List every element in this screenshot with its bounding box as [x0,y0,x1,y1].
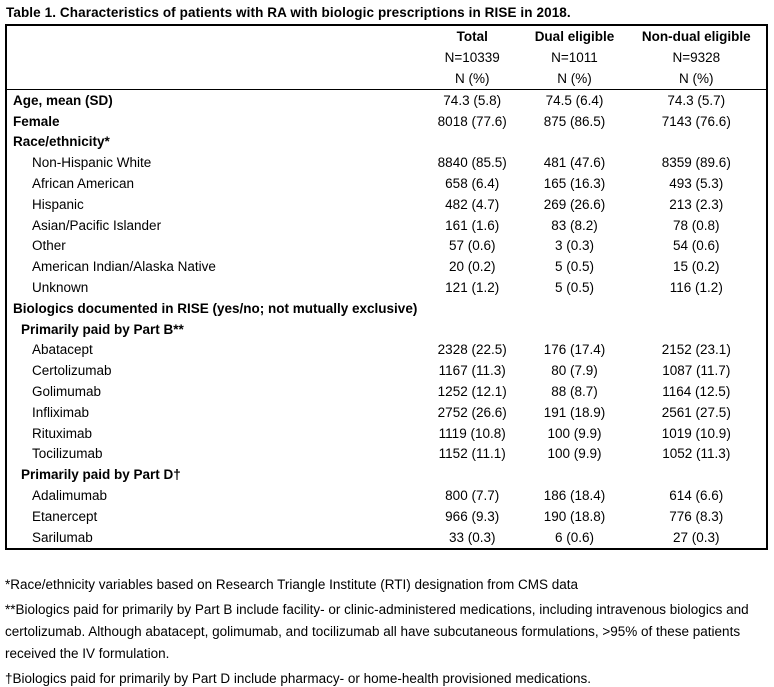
table-row [6,152,767,173]
cell-value [627,132,767,153]
table-body [6,90,767,549]
cell-value: 83 (8.2) [551,217,598,233]
cell-value: 74.3 (5.8) [443,92,502,108]
header-empty-cell [6,25,422,47]
header-empty-cell [6,47,422,68]
cell-value: 33 (0.3) [448,529,496,545]
table-row [6,111,767,132]
cell-value: 1019 (10.9) [661,425,731,441]
row-label: Female [13,113,60,129]
column-unit-non-dual-eligible: N (%) [627,68,767,90]
row-label: Adalimumab [32,488,108,504]
column-n-dual-eligible: N=1011 [551,50,598,65]
header-empty-cell [6,68,422,90]
row-label: Primarily paid by Part D† [21,467,181,483]
cell-value: 875 (86.5) [543,113,606,129]
row-label: Primarily paid by Part B** [21,321,184,337]
row-label: Non-Hispanic White [32,155,152,171]
table-row [6,402,767,423]
cell-value: 269 (26.6) [543,196,606,212]
cell-value: 5 (0.5) [554,280,594,296]
cell-value: 165 (16.3) [543,176,606,192]
cell-value: 15 (0.2) [673,259,720,275]
column-n-total: N=10339 [444,50,500,65]
cell-value: 614 (6.6) [669,488,724,504]
table-header [6,25,767,90]
cell-value [522,464,626,485]
row-label: Asian/Pacific Islander [32,217,162,233]
cell-value: 8840 (85.5) [437,155,507,171]
column-header-dual-eligible: Dual eligible [534,29,615,44]
row-label: Golimumab [32,384,102,400]
cell-value: 3 (0.3) [554,238,594,254]
cell-value [627,298,767,319]
cell-value: 116 (1.2) [669,280,723,296]
header-row-n [6,47,767,68]
cell-value: 78 (0.8) [673,217,720,233]
cell-value: 1087 (11.7) [662,363,731,379]
table-row [6,506,767,527]
table-row [6,464,767,485]
table-row [6,527,767,549]
cell-value: 186 (18.4) [543,488,606,504]
cell-value: 1119 (10.8) [438,425,506,441]
cell-value: 100 (9.9) [547,425,602,441]
cell-value: 800 (7.7) [445,488,500,504]
cell-value: 2152 (23.1) [661,342,731,358]
row-label: Rituximab [32,425,93,441]
cell-value: 190 (18.8) [543,508,606,524]
row-label: Tocilizumab [32,446,103,462]
table-row [6,90,767,111]
cell-value [522,298,626,319]
cell-value: 100 (9.9) [547,446,602,462]
cell-value: 8018 (77.6) [437,113,507,129]
column-n-non-dual-eligible: N=9328 [672,50,721,65]
cell-value: 482 (4.7) [445,196,500,212]
cell-value [422,132,522,153]
row-label: African American [32,176,135,192]
header-row-units [6,68,767,90]
row-label: Other [32,238,66,254]
table-row [6,236,767,257]
table-row [6,360,767,381]
row-label: Age, mean (SD) [13,92,113,108]
cell-value: 2561 (27.5) [661,404,731,420]
cell-value: 161 (1.6) [445,217,500,233]
cell-value: 20 (0.2) [448,259,496,275]
cell-value: 966 (9.3) [445,508,500,524]
footnote: *Race/ethnicity variables based on Research Triangle Institute (RTI) designation from CMS data [5,576,579,592]
cell-value: 1052 (11.3) [662,446,731,462]
cell-value: 1164 (12.5) [662,384,731,400]
cell-value: 121 (1.2) [445,280,500,296]
row-label: Infliximab [32,404,90,420]
cell-value: 658 (6.4) [445,176,500,192]
column-unit-total: N (%) [422,68,522,90]
cell-value: 776 (8.3) [669,508,724,524]
column-header-non-dual-eligible: Non-dual eligible [641,29,751,44]
cell-value: 2328 (22.5) [437,342,507,358]
cell-value [422,298,522,319]
cell-value: 2752 (26.6) [437,404,507,420]
cell-value: 6 (0.6) [554,529,594,545]
cell-value [522,319,626,340]
table-row [6,485,767,506]
cell-value: 88 (8.7) [551,384,598,400]
row-label: Race/ethnicity* [13,134,110,150]
cell-value: 176 (17.4) [543,342,606,358]
table-row [6,381,767,402]
patient-characteristics-table [5,24,768,550]
footnote: †Biologics paid for primarily by Part D include pharmacy- or home-health provisioned medications. [5,670,592,686]
column-header-total: Total [456,29,488,44]
row-label: Hispanic [32,196,84,212]
column-unit-dual-eligible: N (%) [522,68,626,90]
cell-value: 27 (0.3) [673,529,720,545]
cell-value: 74.5 (6.4) [545,92,604,108]
cell-value: 7143 (76.6) [661,113,731,129]
row-label: Biologics documented in RISE (yes/no; not mutually exclusive) [13,300,418,316]
cell-value [627,319,767,340]
cell-value [422,464,522,485]
cell-value: 493 (5.3) [669,176,724,192]
cell-value: 1167 (11.3) [438,363,506,379]
cell-value: 80 (7.9) [551,363,598,379]
row-label: American Indian/Alaska Native [32,259,216,275]
table-caption: Table 1. Characteristics of patients with RA with biologic prescriptions in RISE in 2018. [6,5,571,20]
cell-value [627,464,767,485]
row-label: Unknown [32,280,89,296]
cell-value: 57 (0.6) [448,238,496,254]
table-row [6,173,767,194]
row-label: Certolizumab [32,363,112,379]
cell-value: 5 (0.5) [554,259,594,275]
table-row [6,340,767,361]
table-row [6,444,767,465]
cell-value [422,319,522,340]
cell-value: 8359 (89.6) [661,155,731,171]
row-label: Abatacept [32,342,93,358]
table-row [6,215,767,236]
table-row [6,319,767,340]
row-label: Etanercept [32,508,98,524]
table-row [6,194,767,215]
row-label: Sarilumab [32,529,93,545]
cell-value: 54 (0.6) [673,238,720,254]
cell-value [522,132,626,153]
table-row [6,277,767,298]
cell-value: 74.3 (5.7) [667,92,726,108]
cell-value: 481 (47.6) [543,155,606,171]
table-row [6,132,767,153]
cell-value: 1252 (12.1) [437,384,507,400]
header-row-labels [6,25,767,47]
cell-value: 1152 (11.1) [438,446,506,462]
footnotes [5,574,771,687]
table-row [6,256,767,277]
footnote: **Biologics paid for primarily by Part B include facility- or clinic-administered medications, including intravenous biologics and certolizumab. Although abatacept, golimumab, and tocilizumab all have subcutaneous formulations, >95% of these patients received the IV formulation. [5,601,749,661]
table-row [6,423,767,444]
cell-value: 191 (18.9) [543,404,606,420]
cell-value: 213 (2.3) [669,196,724,212]
table-row [6,298,767,319]
